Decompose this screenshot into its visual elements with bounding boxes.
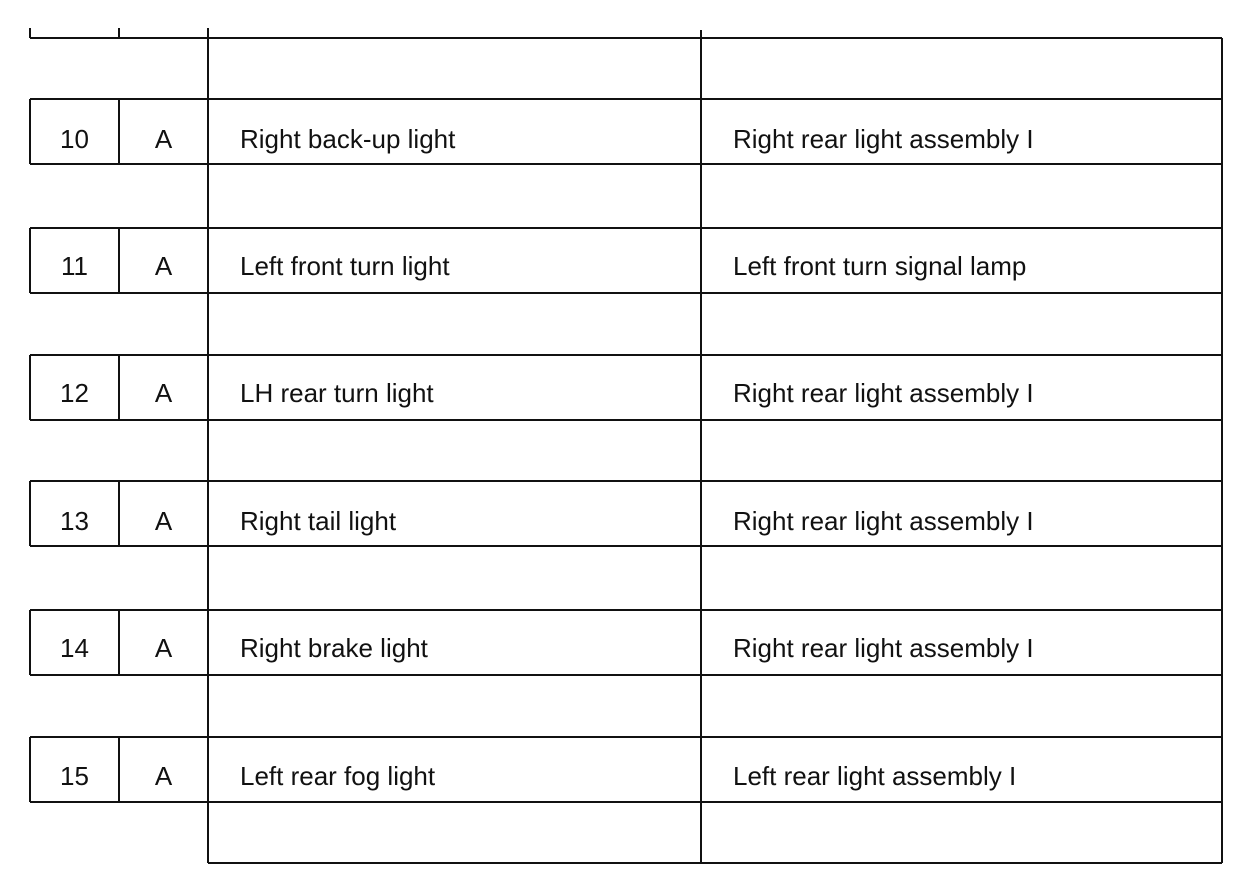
fuse-rating: A	[154, 506, 173, 536]
circuit-function: LH rear turn light	[240, 378, 434, 408]
fuse-number: 13	[60, 506, 89, 536]
component-location: Right rear light assembly I	[733, 378, 1034, 408]
circuit-function: Right tail light	[240, 506, 397, 536]
fuse-rating: A	[154, 251, 173, 281]
component-location: Right rear light assembly I	[733, 124, 1034, 154]
fuse-number: 10	[60, 124, 89, 154]
circuit-function: Left front turn light	[240, 251, 450, 281]
fuse-number: 12	[60, 378, 89, 408]
component-location: Left rear light assembly I	[733, 761, 1017, 791]
fuse-rating: A	[154, 761, 173, 791]
fuse-number: 15	[60, 761, 89, 791]
fuse-rating: A	[154, 378, 173, 408]
fuse-number: 11	[61, 251, 88, 281]
fuse-rating: A	[154, 633, 173, 663]
circuit-function: Right brake light	[240, 633, 428, 663]
component-location: Left front turn signal lamp	[733, 251, 1027, 281]
fuse-rating: A	[154, 124, 173, 154]
fuse-number: 14	[60, 633, 89, 663]
circuit-function: Right back-up light	[240, 124, 456, 154]
circuit-function: Left rear fog light	[240, 761, 436, 791]
component-location: Right rear light assembly I	[733, 506, 1034, 536]
component-location: Right rear light assembly I	[733, 633, 1034, 663]
